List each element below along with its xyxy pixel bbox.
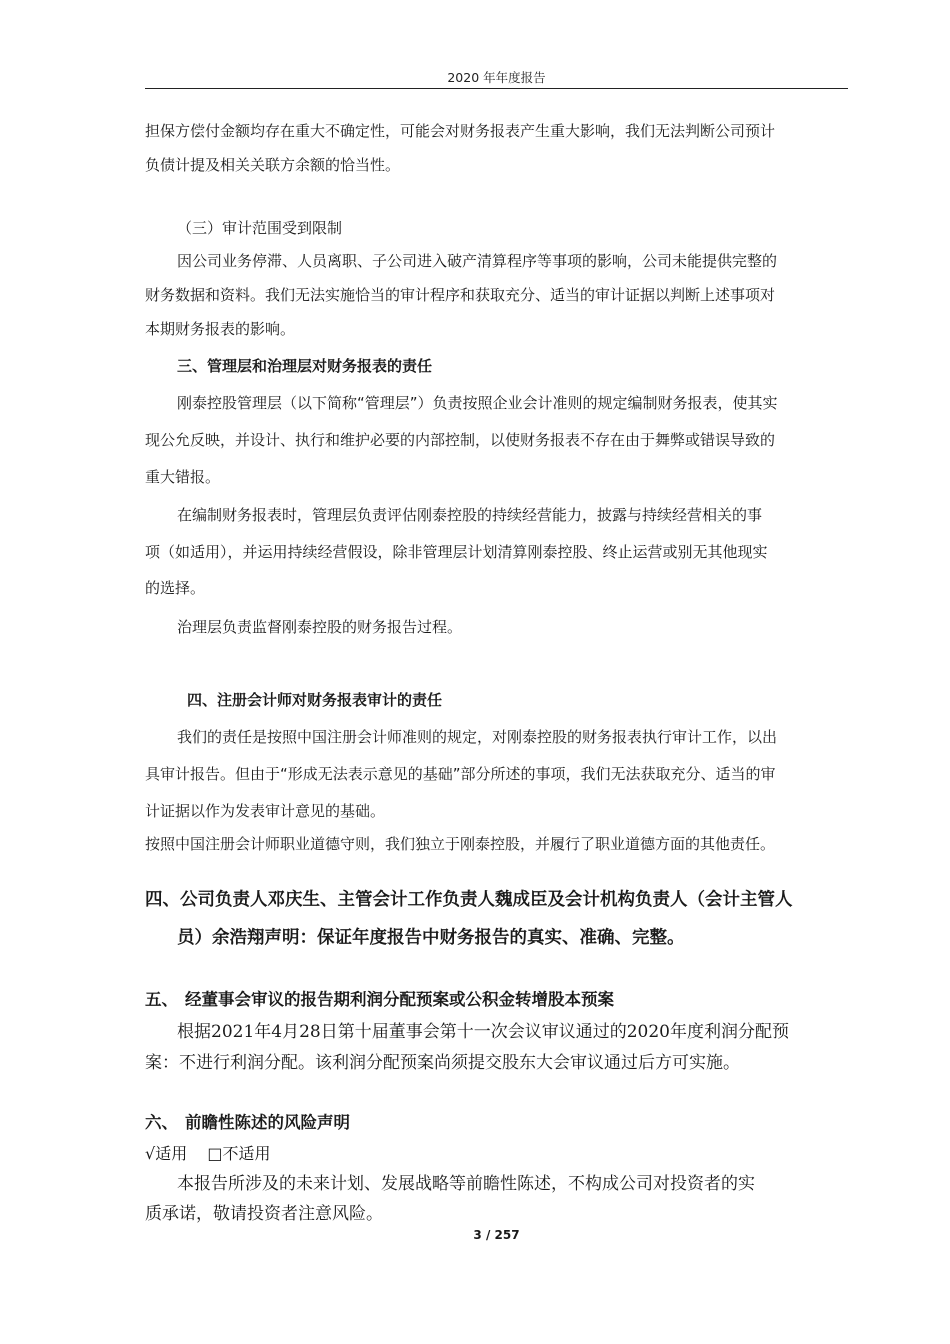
- paragraph-line: 治理层负责监督刚泰控股的财务报告过程。: [177, 618, 463, 636]
- paragraph-line: 刚泰控股管理层（以下简称“管理层”）负责按照企业会计准则的规定编制财务报表，使其实: [177, 394, 778, 412]
- applicable-label: 适用: [155, 1144, 188, 1163]
- section-4-statement-line: 四、公司负责人邓庆生、主管会计工作负责人魏成臣及会计机构负责人（会计主管人: [145, 890, 793, 910]
- section-4-statement-line: 员）余浩翔声明：保证年度报告中财务报告的真实、准确、完整。: [177, 928, 685, 948]
- not-applicable-label: 不适用: [222, 1144, 271, 1163]
- paragraph-line: 本期财务报表的影响。: [145, 320, 296, 338]
- paragraph-line: 担保方偿付金额均存在重大不确定性，可能会对财务报表产生重大影响，我们无法判断公司预计: [145, 122, 776, 140]
- header-divider: [145, 88, 848, 89]
- page-header: 2020 年年度报告: [447, 70, 546, 85]
- paragraph-line: 在编制财务报表时，管理层负责评估刚泰控股的持续经营能力，披露与持续经营相关的事: [177, 506, 763, 524]
- scope-heading: （三）审计范围受到限制: [177, 219, 343, 237]
- paragraph-line: 按照中国注册会计师职业道德守则，我们独立于刚泰控股，并履行了职业道德方面的其他责任。: [145, 835, 776, 853]
- paragraph-line: 项（如适用），并运用持续经营假设，除非管理层计划清算刚泰控股、终止运营或别无其他现实: [145, 543, 768, 561]
- cpa-heading: 四、注册会计师对财务报表审计的责任: [187, 691, 443, 709]
- checkmark-icon: √: [145, 1144, 156, 1163]
- section-6-title: 前瞻性陈述的风险声明: [185, 1113, 350, 1132]
- section-5-title: 经董事会审议的报告期利润分配预案或公积金转增股本预案: [185, 990, 614, 1009]
- paragraph-line: 现公允反映，并设计、执行和维护必要的内部控制，以使财务报表不存在由于舞弊或错误导致的: [145, 431, 776, 449]
- paragraph-line: 质承诺，敬请投资者注意风险。: [145, 1204, 383, 1224]
- paragraph-line: 因公司业务停滞、人员离职、子公司进入破产清算程序等事项的影响，公司未能提供完整的: [177, 252, 778, 270]
- paragraph-line: 根据2021年4月28日第十届董事会第十一次会议审议通过的2020年度利润分配预: [177, 1022, 789, 1042]
- paragraph-line: 负债计提及相关关联方余额的恰当性。: [145, 156, 401, 174]
- paragraph-line: 本报告所涉及的未来计划、发展战略等前瞻性陈述，不构成公司对投资者的实: [177, 1174, 755, 1194]
- paragraph-line: 我们的责任是按照中国注册会计师准则的规定，对刚泰控股的财务报表执行审计工作，以出: [177, 728, 778, 746]
- empty-checkbox-icon: □: [207, 1144, 223, 1163]
- section-5-number: 五、: [145, 990, 178, 1009]
- paragraph-line: 具审计报告。但由于“形成无法表示意见的基础”部分所述的事项，我们无法获取充分、适当的审: [145, 765, 776, 783]
- paragraph-line: 财务数据和资料。我们无法实施恰当的审计程序和获取充分、适当的审计证据以判断上述事项对: [145, 286, 776, 304]
- management-heading: 三、管理层和治理层对财务报表的责任: [177, 357, 433, 375]
- paragraph-line: 的选择。: [145, 579, 206, 597]
- applicability-options: [145, 1143, 271, 1165]
- paragraph-line: 案：不进行利润分配。该利润分配预案尚须提交股东大会审议通过后方可实施。: [145, 1053, 740, 1073]
- paragraph-line: 计证据以作为发表审计意见的基础。: [145, 802, 386, 820]
- section-6-number: 六、: [145, 1113, 178, 1132]
- page-number: 3 / 257: [473, 1228, 520, 1242]
- paragraph-line: 重大错报。: [145, 468, 221, 486]
